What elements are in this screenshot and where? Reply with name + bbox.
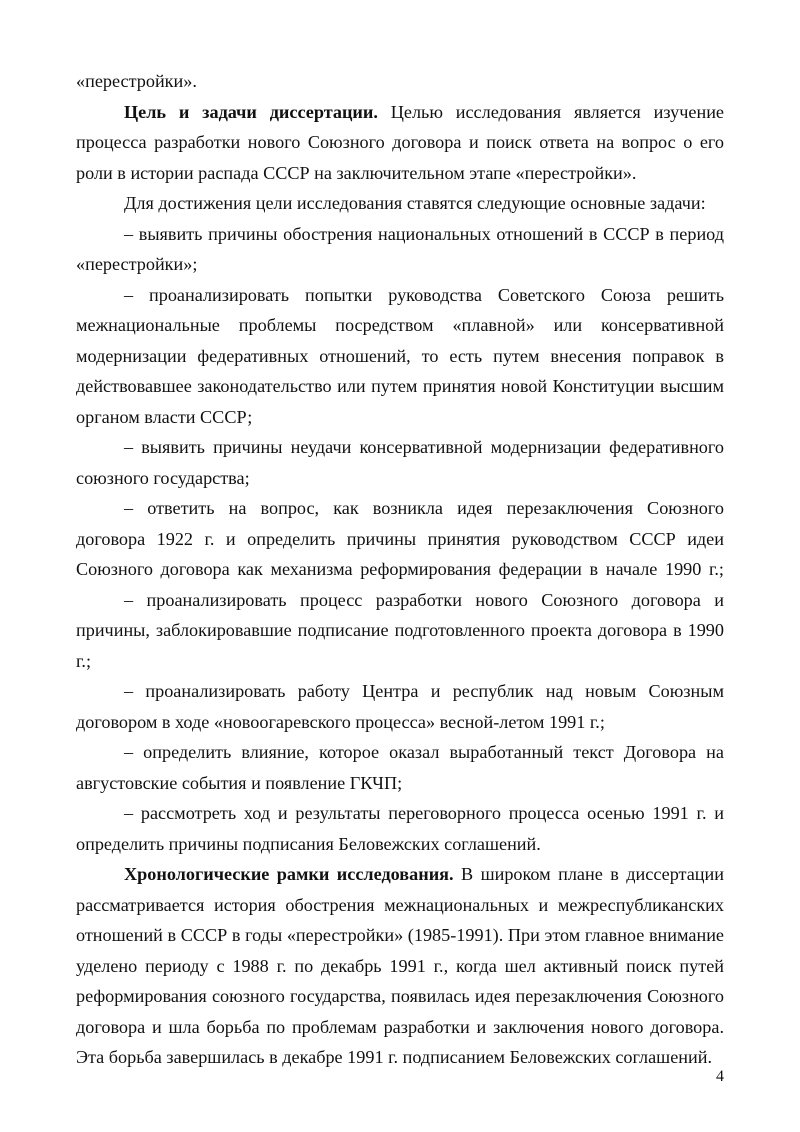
text-line: модернизации федеративных отношений, то есть путем внесения поправок в [76,345,724,366]
task-item-line: – выявить причины неудачи консервативной модернизации федеративного [124,437,724,457]
text-line: договора и шла борьба по проблемам разработки и заключения нового договора. [76,1016,724,1037]
text-line: августовские события и появление ГКЧП; [76,772,403,793]
text-line: Эта борьба завершилась в декабре 1991 г. подписанием Беловежских соглашений. [76,1047,713,1067]
text-line: причины, заблокировавшие подписание подготовленного проекта договора в 1990 [76,620,724,640]
text-line: г.; [76,650,92,671]
page-number: 4 [716,1068,724,1085]
text-line: отношений в СССР в годы «перестройки» (1985-1991). При этом главное внимание [76,925,724,945]
text-line: «перестройки»; [76,254,198,274]
text-line: действовавшее законодательство или путем принятия новой Конституции высшим [76,376,724,396]
text-line: процесса разработки нового Союзного договора и поиск ответа на вопрос о его [76,132,724,152]
text-line: «перестройки». [76,71,197,91]
document-body [76,66,724,1073]
section-heading-chronology: Хронологические рамки исследования. [124,864,454,884]
task-item-line: – рассмотреть ход и результаты переговорного процесса осенью 1991 г. и [124,803,724,823]
section-heading-line [76,97,724,128]
text-fragment: Целью исследования является изучение [377,101,724,122]
text-line: договором в ходе «новоогаревского процесса» весной-летом 1991 г.; [76,711,605,732]
text-line: Для достижения цели исследования ставятся следующие основные задачи: [124,193,706,213]
text-line: уделено периоду с 1988 г. по декабрь 1991 г., когда шел активный поиск путей [76,955,724,976]
task-item-line: – ответить на вопрос, как возникла идея перезаключения Союзного [124,498,724,518]
text-line: союзного государства; [76,467,250,488]
task-item-line: – проанализировать попытки руководства Советского Союза решить [124,284,724,305]
text-line: договора 1922 г. и определить причины принятия руководством СССР идеи [76,528,724,549]
text-line: органом власти СССР; [76,406,253,427]
task-item-line: – определить влияние, которое оказал выработанный текст Договора на [124,742,724,762]
task-item-line: – проанализировать процесс разработки нового Союзного договора и [124,589,724,610]
text-line: рассматривается история обострения межнациональных и межреспубликанских [76,894,724,915]
text-line: реформирования союзного государства, появилась идея перезаключения Союзного [76,986,724,1006]
text-line: роли в истории распада СССР на заключительном этапе «перестройки». [76,162,637,183]
text-line: межнациональные проблемы посредством «плавной» или консервативной [76,315,724,335]
section-heading-goals: Цель и задачи диссертации. [124,101,378,122]
text-fragment: В широком плане в диссертации [453,864,724,884]
text-line: определить причины подписания Беловежских соглашений. [76,833,541,854]
section-heading-line [76,859,724,890]
task-item-line: – проанализировать работу Центра и республик над новым Союзным [124,681,724,701]
task-item-line: – выявить причины обострения национальных отношений в СССР в период [124,223,724,244]
text-line: Союзного договора как механизма реформирования федерации в начале 1990 г.; [76,559,724,579]
